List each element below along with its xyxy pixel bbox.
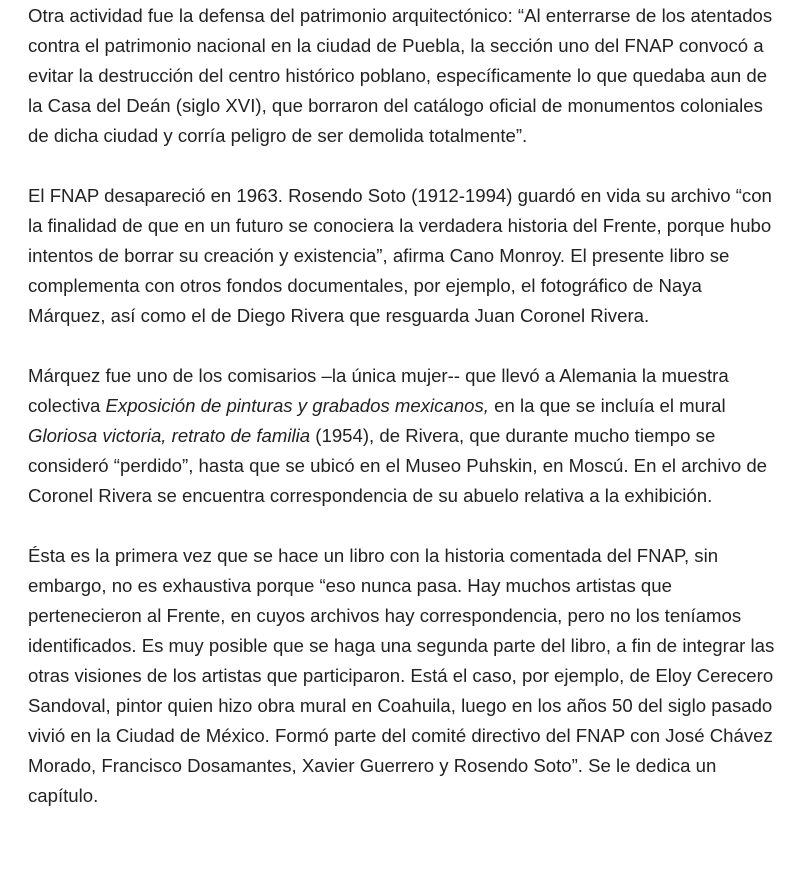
article-body (28, 0, 780, 841)
paragraph-text: en la que se incluía el mural (488, 395, 726, 416)
paragraph-text: (1954), de Rivera, que durante mucho tiempo se consideró “perdido”, hasta que se ubicó en el Museo Puhskin, en Moscú. En el archivo de Coronel Rivera se encuentra correspondencia de su abuelo relativa a la exhibición. (28, 425, 768, 506)
exhibition-title: Exposición de pinturas y grabados mexicanos, (105, 395, 489, 416)
paragraph-marquez-comisaria (28, 361, 780, 511)
paragraph-text: Márquez fue uno de los comisarios –la única mujer-- que llevó a Alemania la muestra colectiva (28, 365, 729, 416)
paragraph-fnap-desaparecio: El FNAP desapareció en 1963. Rosendo Soto (1912-1994) guardó en vida su archivo “con la finalidad de que en un futuro se conociera la verdadera historia del Frente, porque hubo intentos de borrar su creación y existencia”, afirma Cano Monroy. El presente libro se complementa con otros fondos documentales, por ejemplo, el fotográfico de Naya Márquez, así como el de Diego Rivera que resguarda Juan Coronel Rivera. (28, 185, 772, 326)
mural-title: Gloriosa victoria, retrato de familia (28, 425, 311, 446)
paragraph-patrimonio: Otra actividad fue la defensa del patrimonio arquitectónico: “Al enterrarse de los atentados contra el patrimonio nacional en la ciudad de Puebla, la sección uno del FNAP convocó a evitar la destrucción del centro histórico poblano, específicamente lo que quedaba aun de la Casa del Deán (siglo XVI), que borraron del catálogo oficial de monumentos coloniales de dicha ciudad y corría peligro de ser demolida totalmente”. (28, 5, 773, 146)
paragraph-primer-libro: Ésta es la primera vez que se hace un libro con la historia comentada del FNAP, sin embargo, no es exhaustiva porque “eso nunca pasa. Hay muchos artistas que pertenecieron al Frente, en cuyos archivos hay correspondencia, pero no los teníamos identificados. Es muy posible que se haga una segunda parte del libro, a fin de integrar las otras visiones de los artistas que participaron. Está el caso, por ejemplo, de Eloy Cerecero Sandoval, pintor quien hizo obra mural en Coahuila, luego en los años 50 del siglo pasado vivió en la Ciudad de México. Formó parte del comité directivo del FNAP con José Chávez Morado, Francisco Dosamantes, Xavier Guerrero y Rosendo Soto”. Se le dedica un capítulo. (28, 545, 775, 806)
